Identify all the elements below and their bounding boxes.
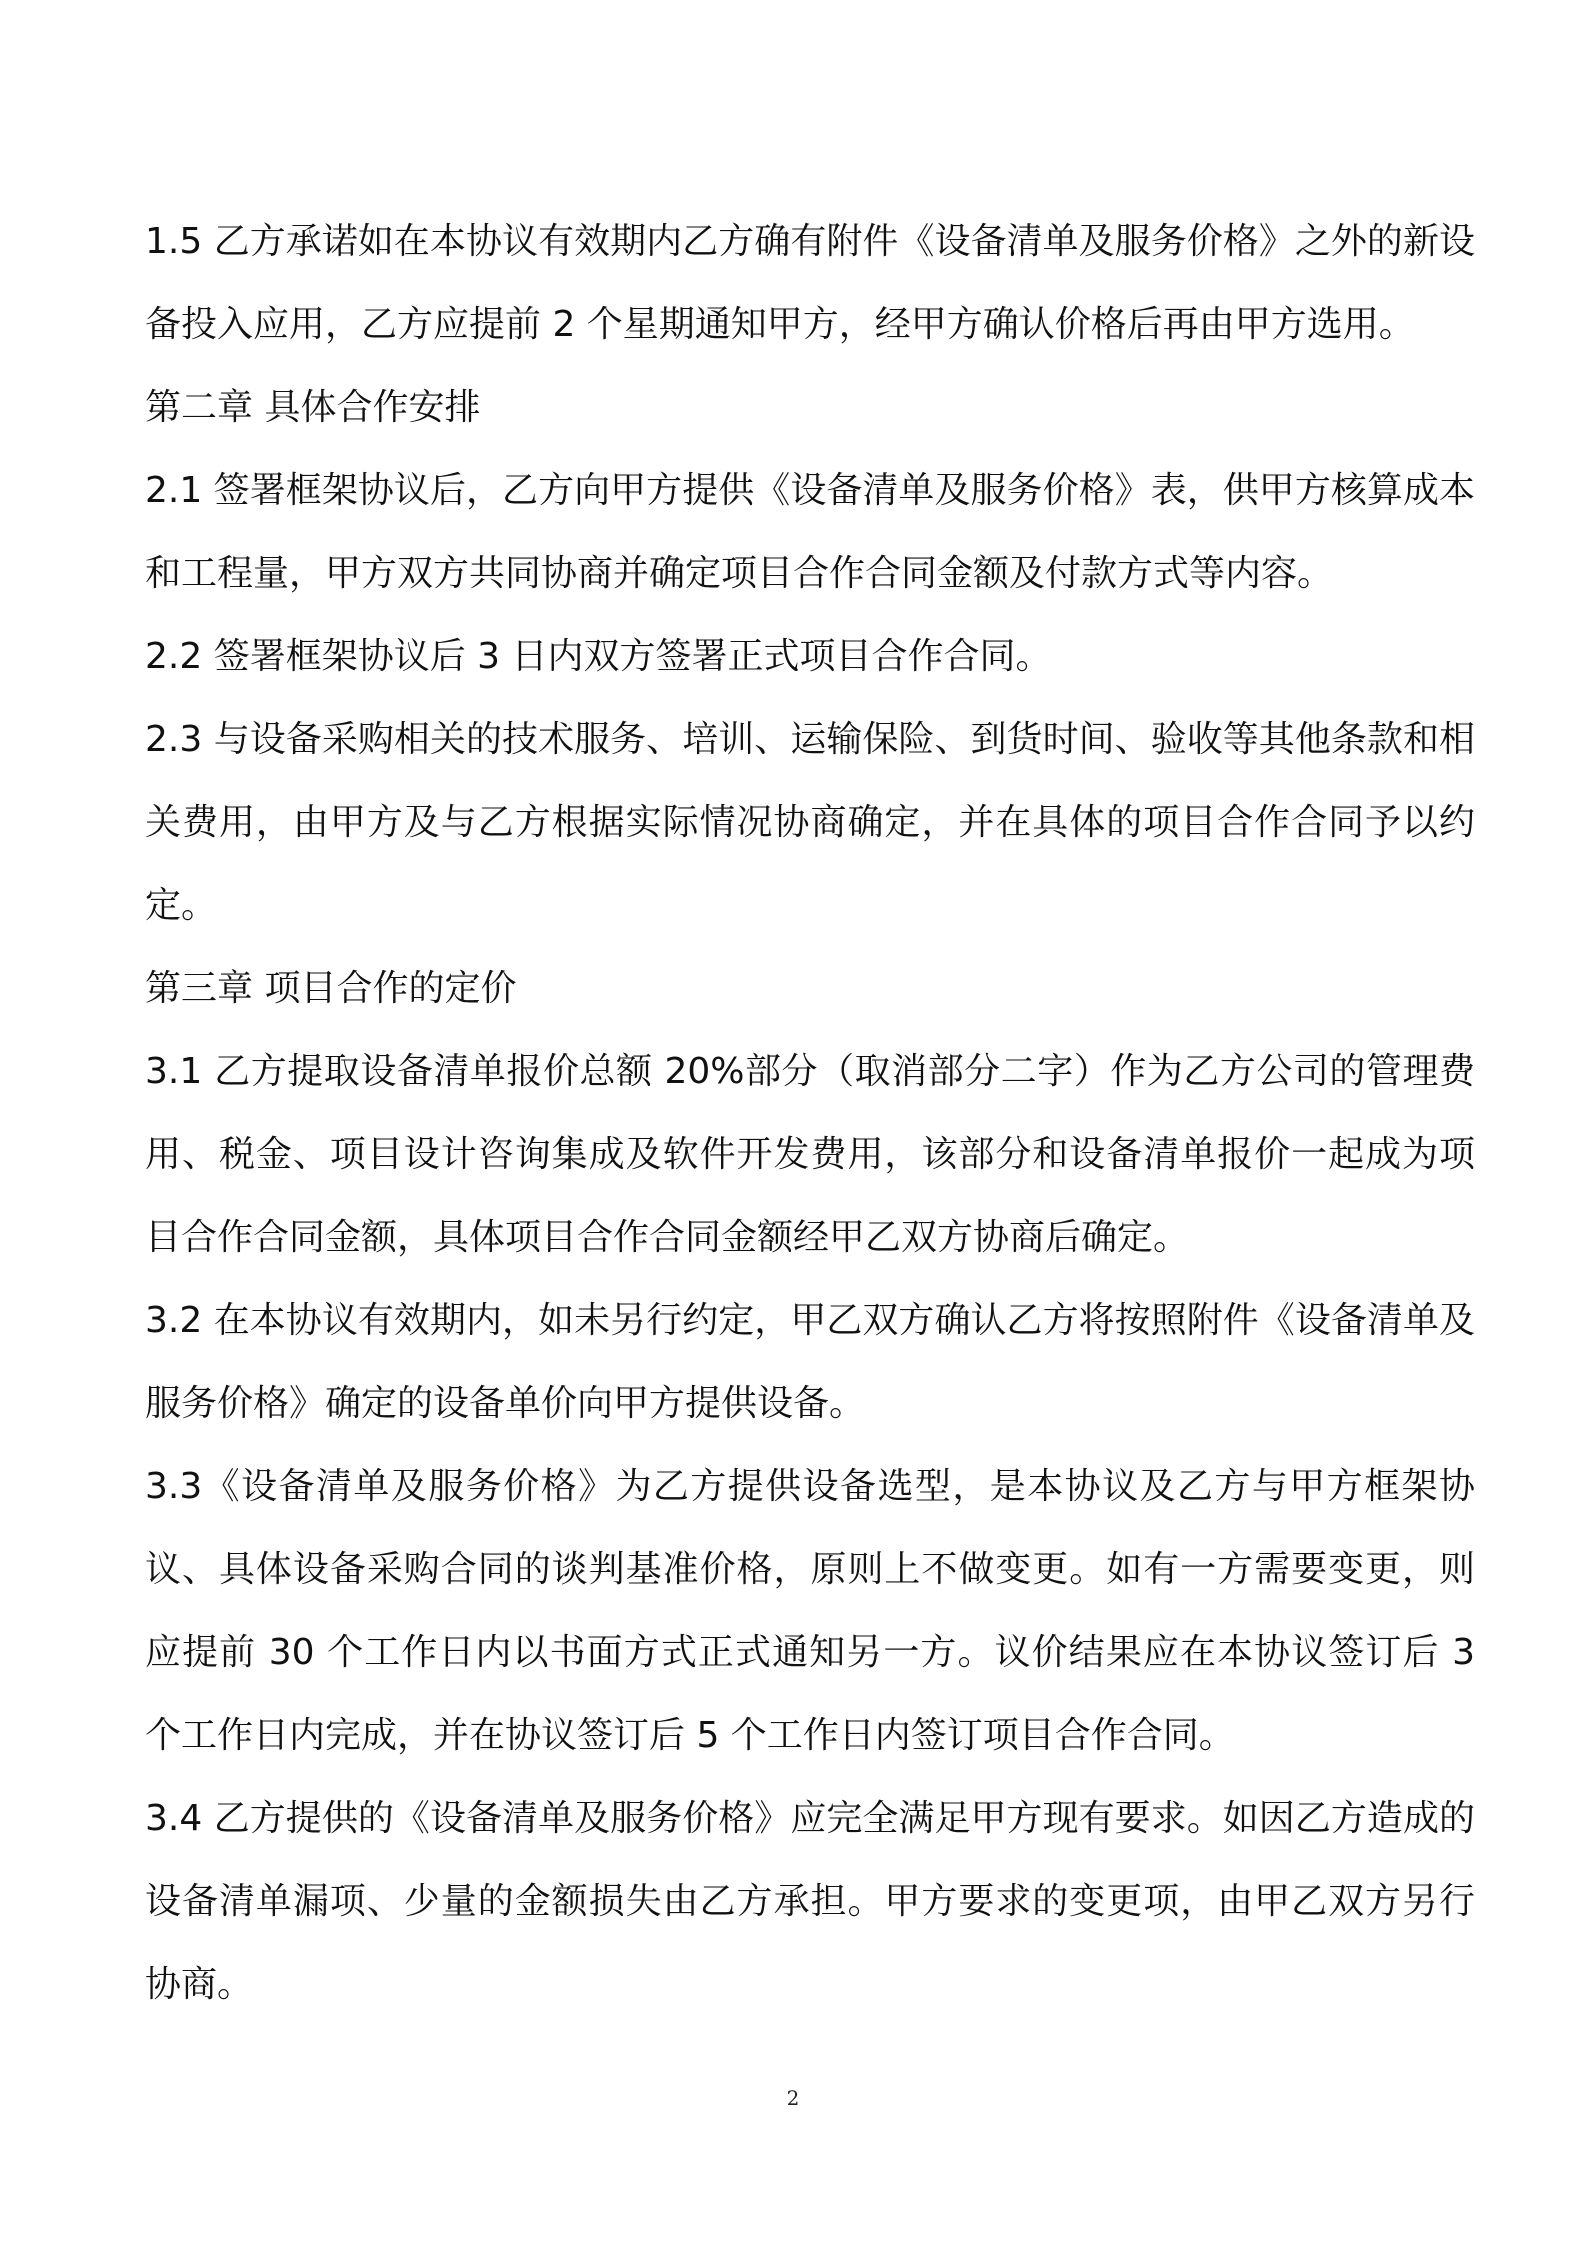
clause-3-2: 3.2 在本协议有效期内，如未另行约定，甲乙双方确认乙方将按照附件《设备清单及服务价格》确定的设备单价向甲方提供设备。	[145, 1300, 1475, 1424]
document-body	[145, 200, 1475, 2026]
chapter-2-heading: 第二章 具体合作安排	[145, 387, 481, 428]
chapter-3-heading: 第三章 项目合作的定价	[145, 968, 517, 1009]
page-number: 2	[786, 2086, 800, 2110]
clause-2-3: 2.3 与设备采购相关的技术服务、培训、运输保险、到货时间、验收等其他条款和相关费用，由甲方及与乙方根据实际情况协商确定，并在具体的项目合作合同予以约定。	[145, 719, 1475, 926]
clause-2-1: 2.1 签署框架协议后，乙方向甲方提供《设备清单及服务价格》表，供甲方核算成本和工程量，甲方双方共同协商并确定项目合作合同金额及付款方式等内容。	[145, 470, 1475, 594]
clause-3-1: 3.1 乙方提取设备清单报价总额 20%部分（取消部分二字）作为乙方公司的管理费用、税金、项目设计咨询集成及软件开发费用，该部分和设备清单报价一起成为项目合作合同金额，具体项目合作合同金额经甲乙双方协商后确定。	[145, 1051, 1475, 1258]
clause-2-2: 2.2 签署框架协议后 3 日内双方签署正式项目合作合同。	[145, 636, 1052, 677]
clause-3-4: 3.4 乙方提供的《设备清单及服务价格》应完全满足甲方现有要求。如因乙方造成的设备清单漏项、少量的金额损失由乙方承担。甲方要求的变更项，由甲乙双方另行协商。	[145, 1798, 1475, 2005]
clause-3-3: 3.3《设备清单及服务价格》为乙方提供设备选型，是本协议及乙方与甲方框架协议、具体设备采购合同的谈判基准价格，原则上不做变更。如有一方需要变更，则应提前 30 个工作日内以书面方式正式通知另一方。议价结果应在本协议签订后 3 个工作日内完成，并在协议签订后 5 个工作日内签订项目合作合同。	[145, 1466, 1475, 1756]
clause-1-5: 1.5 乙方承诺如在本协议有效期内乙方确有附件《设备清单及服务价格》之外的新设备投入应用，乙方应提前 2 个星期通知甲方，经甲方确认价格后再由甲方选用。	[145, 221, 1475, 345]
